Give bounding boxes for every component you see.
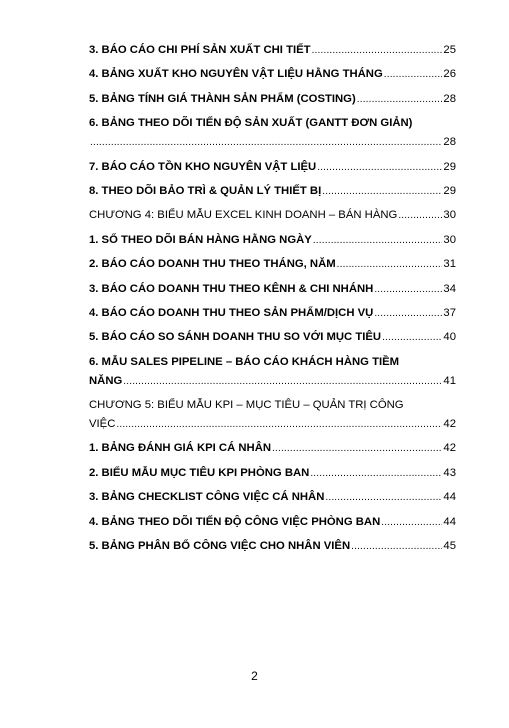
toc-entry-title: 2. BÁO CÁO DOANH THU THEO THÁNG, NĂM bbox=[89, 258, 336, 271]
page-number: 2 bbox=[251, 669, 258, 683]
toc-entry-page: 40 bbox=[443, 331, 456, 344]
dot-leader bbox=[374, 307, 442, 320]
toc-entry-page: 29 bbox=[443, 160, 456, 173]
dot-leader bbox=[351, 540, 442, 553]
dot-leader bbox=[382, 331, 442, 344]
toc-entry-title: 4. BẢNG XUẤT KHO NGUYÊN VẬT LIỆU HẰNG THÁNG bbox=[89, 68, 383, 81]
toc-entry-page: 26 bbox=[443, 68, 456, 81]
toc-entry[interactable] bbox=[89, 258, 456, 271]
dot-leader bbox=[310, 467, 442, 480]
toc-entry-page: 44 bbox=[443, 515, 456, 528]
toc-entry[interactable] bbox=[89, 234, 456, 247]
table-of-contents bbox=[89, 44, 456, 564]
dot-leader bbox=[381, 516, 442, 529]
toc-entry[interactable] bbox=[89, 68, 456, 81]
toc-entry-title: 5. BẢNG TÍNH GIÁ THÀNH SẢN PHẨM (COSTING) bbox=[89, 92, 356, 105]
toc-entry[interactable] bbox=[89, 44, 456, 57]
dot-leader bbox=[317, 161, 442, 174]
toc-entry[interactable] bbox=[89, 283, 456, 296]
dot-leader bbox=[90, 136, 442, 149]
toc-entry-title: 3. BẢNG CHECKLIST CÔNG VIỆC CÁ NHÂN bbox=[89, 491, 325, 504]
toc-entry-page: 29 bbox=[443, 184, 456, 197]
toc-entry[interactable] bbox=[89, 117, 456, 149]
toc-entry-title: 5. BẢNG PHÂN BỔ CÔNG VIỆC CHO NHÂN VIÊN bbox=[89, 540, 351, 553]
toc-entry-page: 30 bbox=[443, 233, 456, 246]
toc-chapter-entry[interactable] bbox=[89, 209, 456, 222]
toc-entry[interactable] bbox=[89, 93, 456, 106]
dot-leader bbox=[272, 442, 442, 455]
dot-leader bbox=[123, 375, 442, 388]
toc-entry[interactable] bbox=[89, 356, 456, 388]
dot-leader bbox=[374, 283, 442, 296]
toc-entry-title: 4. BÁO CÁO DOANH THU THEO SẢN PHẨM/DỊCH VỤ bbox=[89, 306, 374, 319]
toc-entry-title: 1. BẢNG ĐÁNH GIÁ KPI CÁ NHÂN bbox=[89, 442, 272, 455]
toc-entry-title: 1. SỔ THEO DÕI BÁN HÀNG HẰNG NGÀY bbox=[89, 233, 312, 246]
toc-entry-title: 3. BÁO CÁO DOANH THU THEO KÊNH & CHI NHÁNH bbox=[89, 282, 374, 295]
toc-entry-title: 2. BIỂU MẪU MỤC TIÊU KPI PHÒNG BAN bbox=[89, 466, 310, 479]
toc-entry[interactable] bbox=[89, 442, 456, 455]
toc-entry-page: 31 bbox=[443, 258, 456, 271]
toc-entry-title: 3. BÁO CÁO CHI PHÍ SẢN XUẤT CHI TIẾT bbox=[89, 44, 311, 56]
toc-chapter-title: CHƯƠNG 5: BIỂU MẪU KPI – MỤC TIÊU – QUẢN TRỊ CÔNG bbox=[89, 399, 404, 412]
toc-entry[interactable] bbox=[89, 161, 456, 174]
toc-entry-title: 6. BẢNG THEO DÕI TIẾN ĐỘ SẢN XUẤT (GANTT ĐƠN GIẢN) bbox=[89, 117, 413, 130]
toc-entry-page: 28 bbox=[443, 92, 456, 105]
toc-entry[interactable] bbox=[89, 516, 456, 529]
dot-leader bbox=[313, 234, 443, 247]
toc-chapter-entry[interactable] bbox=[89, 399, 456, 431]
dot-leader bbox=[398, 209, 442, 222]
dot-leader bbox=[384, 68, 443, 81]
dot-leader bbox=[337, 258, 443, 271]
toc-entry[interactable] bbox=[89, 491, 456, 504]
toc-entry-title: 7. BÁO CÁO TỒN KHO NGUYÊN VẬT LIỆU bbox=[89, 160, 317, 173]
toc-entry-page: 37 bbox=[443, 306, 456, 319]
toc-entry[interactable] bbox=[89, 307, 456, 320]
dot-leader bbox=[357, 93, 443, 106]
toc-chapter-title-continued: VIỆC bbox=[89, 418, 116, 431]
dot-leader bbox=[312, 44, 443, 57]
toc-entry-page: 44 bbox=[443, 491, 456, 504]
toc-entry[interactable] bbox=[89, 467, 456, 480]
toc-entry-title: 6. MẪU SALES PIPELINE – BÁO CÁO KHÁCH HÀNG TIỀM bbox=[89, 355, 400, 368]
toc-entry-page: 43 bbox=[443, 466, 456, 479]
toc-entry-title: 8. THEO DÕI BẢO TRÌ & QUẢN LÝ THIẾT BỊ bbox=[89, 184, 322, 197]
toc-entry-page: 30 bbox=[443, 209, 456, 222]
dot-leader bbox=[325, 491, 442, 504]
toc-entry-title: 5. BÁO CÁO SO SÁNH DOANH THU SO VỚI MỤC TIÊU bbox=[89, 331, 382, 344]
toc-entry-page: 41 bbox=[443, 374, 456, 387]
toc-entry-page: 34 bbox=[443, 282, 456, 295]
toc-entry-title-continued: NĂNG bbox=[89, 374, 123, 387]
toc-entry-page: 28 bbox=[443, 136, 456, 149]
toc-entry[interactable] bbox=[89, 185, 456, 198]
dot-leader bbox=[322, 185, 442, 198]
toc-entry[interactable] bbox=[89, 331, 456, 344]
toc-entry-page: 45 bbox=[443, 540, 456, 553]
toc-chapter-title: CHƯƠNG 4: BIỂU MẪU EXCEL KINH DOANH – BÁN HÀNG bbox=[89, 209, 398, 222]
dot-leader bbox=[116, 418, 442, 431]
toc-entry-page: 25 bbox=[443, 44, 456, 56]
toc-entry-page: 42 bbox=[443, 418, 456, 431]
toc-entry-title: 4. BẢNG THEO DÕI TIẾN ĐỘ CÔNG VIỆC PHÒNG BAN bbox=[89, 515, 381, 528]
toc-entry[interactable] bbox=[89, 540, 456, 553]
toc-entry-page: 42 bbox=[443, 442, 456, 455]
